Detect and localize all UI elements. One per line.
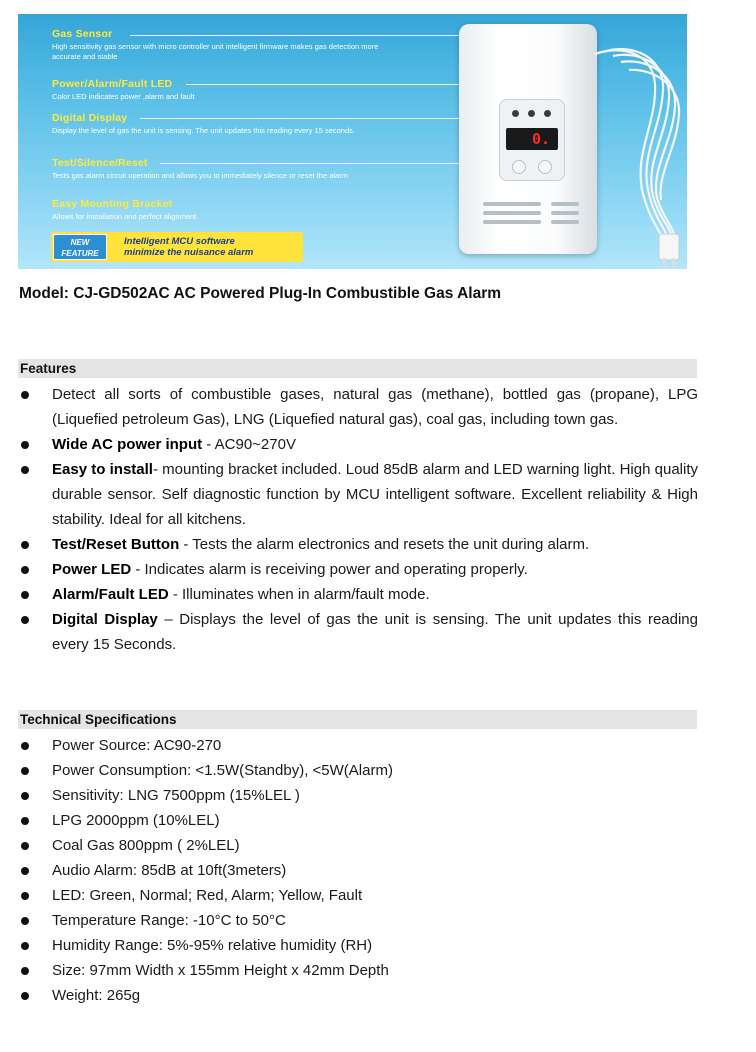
banner-feature-title: Test/Silence/Reset	[52, 157, 148, 169]
feature-item-label: Wide AC power input	[52, 436, 203, 453]
feature-item-text: - AC90~270V	[202, 436, 296, 453]
feature-item	[18, 607, 698, 657]
features-heading-bar	[18, 359, 697, 378]
bullet-icon	[21, 616, 29, 624]
bullet-icon	[21, 867, 29, 875]
spec-item-text: LPG 2000ppm (10%LEL)	[52, 812, 220, 829]
bullet-icon	[21, 767, 29, 775]
bullet-icon	[21, 391, 29, 399]
feature-item	[18, 557, 698, 582]
power-cord-icon	[593, 44, 687, 269]
banner-feature-test	[52, 157, 382, 181]
spec-item-text: Temperature Range: -10°C to 50°C	[52, 912, 286, 929]
bullet-icon	[21, 817, 29, 825]
banner-feature-title: Gas Sensor	[52, 28, 113, 40]
banner-feature-desc: High sensitivity gas sensor with micro controller unit intelligent firmware makes gas detection more accurate and stable	[52, 42, 379, 61]
bullet-icon	[21, 541, 29, 549]
feature-item-label: Alarm/Fault LED	[52, 586, 169, 603]
new-tag-line: FEATURE	[61, 249, 99, 258]
bullet-icon	[21, 591, 29, 599]
feature-item	[18, 582, 698, 607]
device-control-panel	[499, 99, 565, 181]
vent-slots	[483, 202, 541, 229]
spec-item	[18, 983, 698, 1008]
banner-feature-display	[52, 112, 382, 136]
feature-item	[18, 382, 698, 432]
feature-item-text: Detect all sorts of combustible gases, natural gas (methane), bottled gas (propane), LPG (Liquefied petroleum Gas), LNG (Liquefied natural gas), coal gas, including town gas.	[52, 386, 698, 428]
feature-item	[18, 457, 698, 532]
spec-item-text: Humidity Range: 5%-95% relative humidity (RH)	[52, 937, 373, 954]
spec-item	[18, 958, 698, 983]
digital-display: 0.	[506, 128, 558, 150]
spec-item	[18, 758, 698, 783]
feature-item-text: – Displays the level of gas the unit is sensing. The unit updates this reading every 15 Seconds.	[52, 611, 698, 653]
spec-item	[18, 833, 698, 858]
banner-feature-title: Easy Mounting Bracket	[52, 198, 173, 210]
bullet-icon	[21, 942, 29, 950]
bullet-icon	[21, 842, 29, 850]
spec-item-text: Size: 97mm Width x 155mm Height x 42mm Depth	[52, 962, 389, 979]
banner-feature-bracket	[52, 198, 382, 222]
features-heading: Features	[20, 361, 77, 376]
spec-item	[18, 933, 698, 958]
feature-item-text: - mounting bracket included. Loud 85dB alarm and LED warning light. High quality durable sensor. Self diagnostic function by MCU intelligent software. Excellent reliability & High stability. Ideal for all kitchens.	[52, 461, 699, 528]
spec-item	[18, 808, 698, 833]
spec-item-text: Coal Gas 800ppm ( 2%LEL)	[52, 837, 240, 854]
feature-item-text: - Indicates alarm is receiving power and operating properly.	[131, 561, 528, 578]
model-title: Model: CJ-GD502AC AC Powered Plug-In Combustible Gas Alarm	[19, 285, 502, 302]
feature-item-text: - Tests the alarm electronics and resets the unit during alarm.	[179, 536, 590, 553]
bullet-icon	[21, 967, 29, 975]
spec-item-text: Power Consumption: <1.5W(Standby), <5W(Alarm)	[52, 762, 393, 779]
banner-feature-gas-sensor	[52, 28, 382, 61]
banner-feature-desc: Tests gas alarm circuit operation and allows you to immediately silence or reset the alarm	[52, 171, 348, 180]
feature-item	[18, 432, 698, 457]
silence-button-icon	[538, 160, 552, 174]
leader-line	[160, 163, 510, 164]
new-feature-line: Intelligent MCU software	[124, 236, 235, 247]
bullet-icon	[21, 792, 29, 800]
new-feature-text	[124, 236, 253, 258]
fault-led-icon	[544, 110, 551, 117]
vent-slots	[551, 202, 579, 229]
spec-item	[18, 783, 698, 808]
bullet-icon	[21, 742, 29, 750]
bullet-icon	[21, 566, 29, 574]
spec-item-text: Weight: 265g	[52, 987, 141, 1004]
bullet-icon	[21, 992, 29, 1000]
banner-feature-led	[52, 78, 382, 102]
banner-feature-desc: Display the level of gas the unit is sensing. The unit updates this reading every 15 seconds.	[52, 126, 355, 135]
spec-item-text: Power Source: AC90-270	[52, 737, 222, 754]
new-feature-tag	[53, 234, 107, 260]
bullet-icon	[21, 892, 29, 900]
feature-item-label: Power LED	[52, 561, 132, 578]
bullet-icon	[21, 917, 29, 925]
power-led-icon	[512, 110, 519, 117]
bullet-icon	[21, 466, 29, 474]
new-feature-line: minimize the nuisance alarm	[124, 247, 254, 258]
banner-feature-desc: Allows for installation and perfect alignment	[52, 212, 197, 221]
spec-item	[18, 733, 698, 758]
specs-heading: Technical Specifications	[20, 712, 177, 727]
spec-item	[18, 858, 698, 883]
feature-item-label: Easy to install	[52, 461, 153, 478]
banner-feature-title: Power/Alarm/Fault LED	[52, 78, 173, 90]
banner-feature-title: Digital Display	[52, 112, 128, 124]
spec-item	[18, 883, 698, 908]
bullet-icon	[21, 441, 29, 449]
spec-item-text: Audio Alarm: 85dB at 10ft(3meters)	[52, 862, 287, 879]
feature-item-label: Digital Display	[52, 611, 158, 628]
feature-item-text: - Illuminates when in alarm/fault mode.	[168, 586, 430, 603]
banner-feature-desc: Color LED indicates power ,alarm and fault	[52, 92, 195, 101]
feature-item	[18, 532, 698, 557]
specs-list	[18, 733, 698, 1008]
new-tag-line: NEW	[70, 238, 90, 247]
leader-line	[140, 118, 506, 119]
test-button-icon	[512, 160, 526, 174]
spec-item	[18, 908, 698, 933]
feature-item-label: Test/Reset Button	[52, 536, 180, 553]
spec-item-text: LED: Green, Normal; Red, Alarm; Yellow, Fault	[52, 887, 363, 904]
alarm-led-icon	[528, 110, 535, 117]
spec-item-text: Sensitivity: LNG 7500ppm (15%LEL )	[52, 787, 300, 804]
features-list	[18, 382, 698, 657]
product-banner	[18, 14, 687, 269]
gas-alarm-device-image	[459, 24, 597, 254]
